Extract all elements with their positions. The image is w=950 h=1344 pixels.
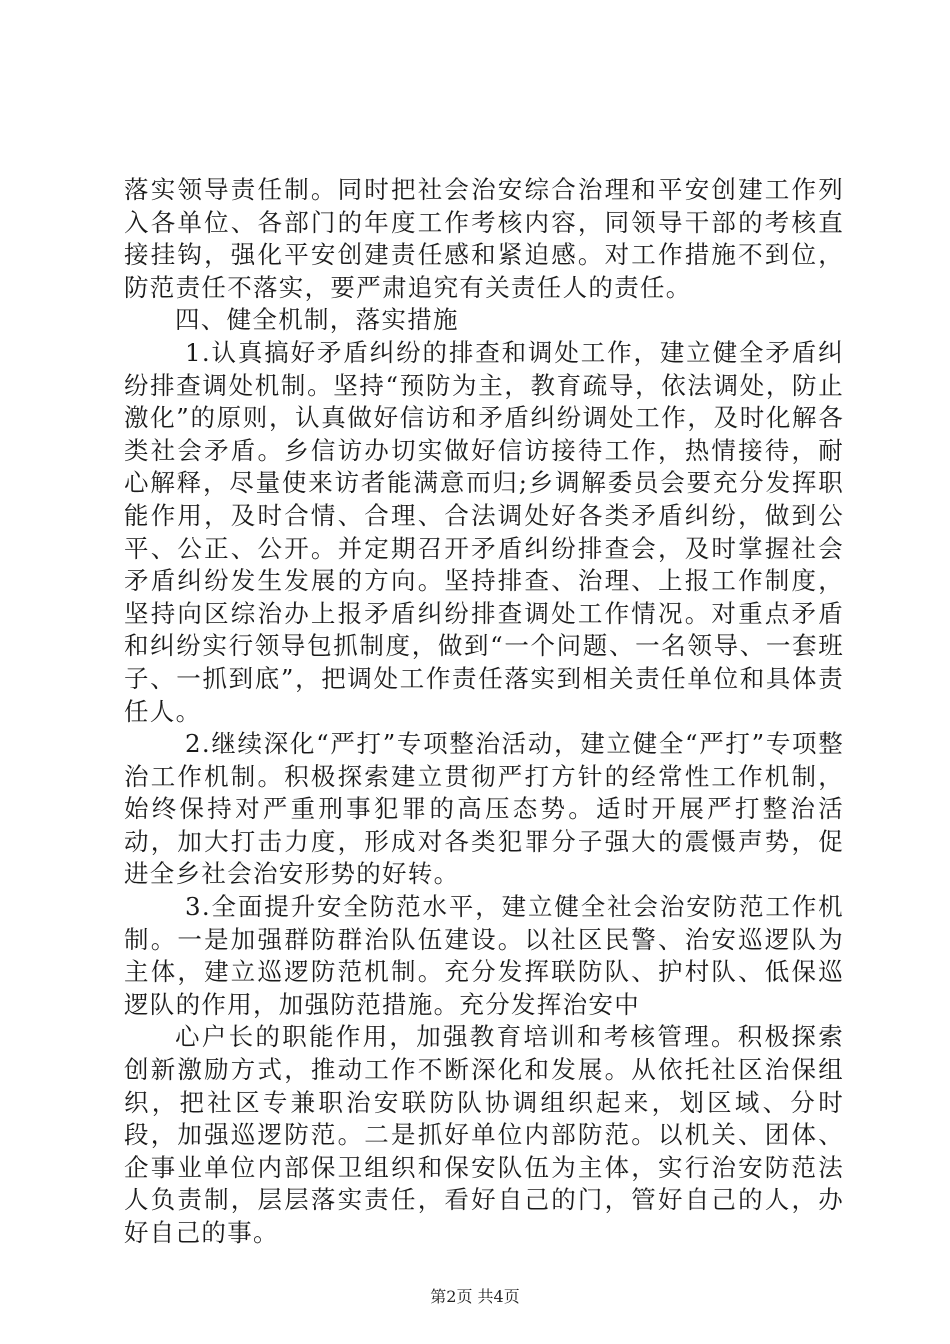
paragraph-item-3: 3.全面提升安全防范水平，建立健全社会治安防范工作机制。一是加强群防群治队伍建设。以社区民警、治安巡逻队为主体，建立巡逻防范机制。充分发挥联防队、护村队、低保巡逻队的作用，加强防范措施。充分发挥治安中 [124, 892, 844, 1019]
paragraph-item-2: 2.继续深化“严打”专项整治活动，建立健全“严打”专项整治工作机制。积极探索建立贯彻严打方针的经常性工作机制，始终保持对严重刑事犯罪的高压态势。适时开展严打整治活动，加大打击力度，形成对各类犯罪分子强大的震慑声势，促进全乡社会治安形势的好转。 [124, 729, 844, 889]
paragraph-item-3-continued: 心户长的职能作用，加强教育培训和考核管理。积极探索创新激励方式，推动工作不断深化和发展。从依托社区治保组织，把社区专兼职治安联防队协调组织起来，划区域、分时段，加强巡逻防范。二是抓好单位内部防范。以机关、团体、企事业单位内部保卫组织和保安队伍为主体，实行治安防范法人负责制，层层落实责任，看好自己的门，管好自己的人，办好自己的事。 [124, 1022, 844, 1247]
paragraph-item-1: 1.认真搞好矛盾纠纷的排查和调处工作，建立健全矛盾纠纷排查调处机制。坚持“预防为主，教育疏导，依法调处，防止激化”的原则，认真做好信访和矛盾纠纷调处工作，及时化解各类社会矛盾。乡信访办切实做好信访接待工作，热情接待，耐心解释，尽量使来访者能满意而归;乡调解委员会要充分发挥职能作用，及时合情、合理、合法调处好各类矛盾纠纷，做到公平、公正、公开。并定期召开矛盾纠纷排查会，及时掌握社会矛盾纠纷发生发展的方向。坚持排查、治理、上报工作制度，坚持向区综治办上报矛盾纠纷排查调处工作情况。对重点矛盾和纠纷实行领导包抓制度，做到“一个问题、一名领导、一套班子、一抓到底”，把调处工作责任落实到相关责任单位和具体责任人。 [124, 337, 844, 726]
paragraph-responsibility: 落实领导责任制。同时把社会治安综合治理和平安创建工作列入各单位、各部门的年度工作考核内容，同领导干部的考核直接挂钩，强化平安创建责任感和紧迫感。对工作措施不到位，防范责任不落实，要严肃追究有关责任人的责任。 [124, 175, 844, 302]
section-heading: 四、健全机制，落实措施 [175, 305, 459, 335]
document-body [124, 174, 844, 1250]
page-number-footer: 第2页 共4页 [430, 1287, 520, 1306]
